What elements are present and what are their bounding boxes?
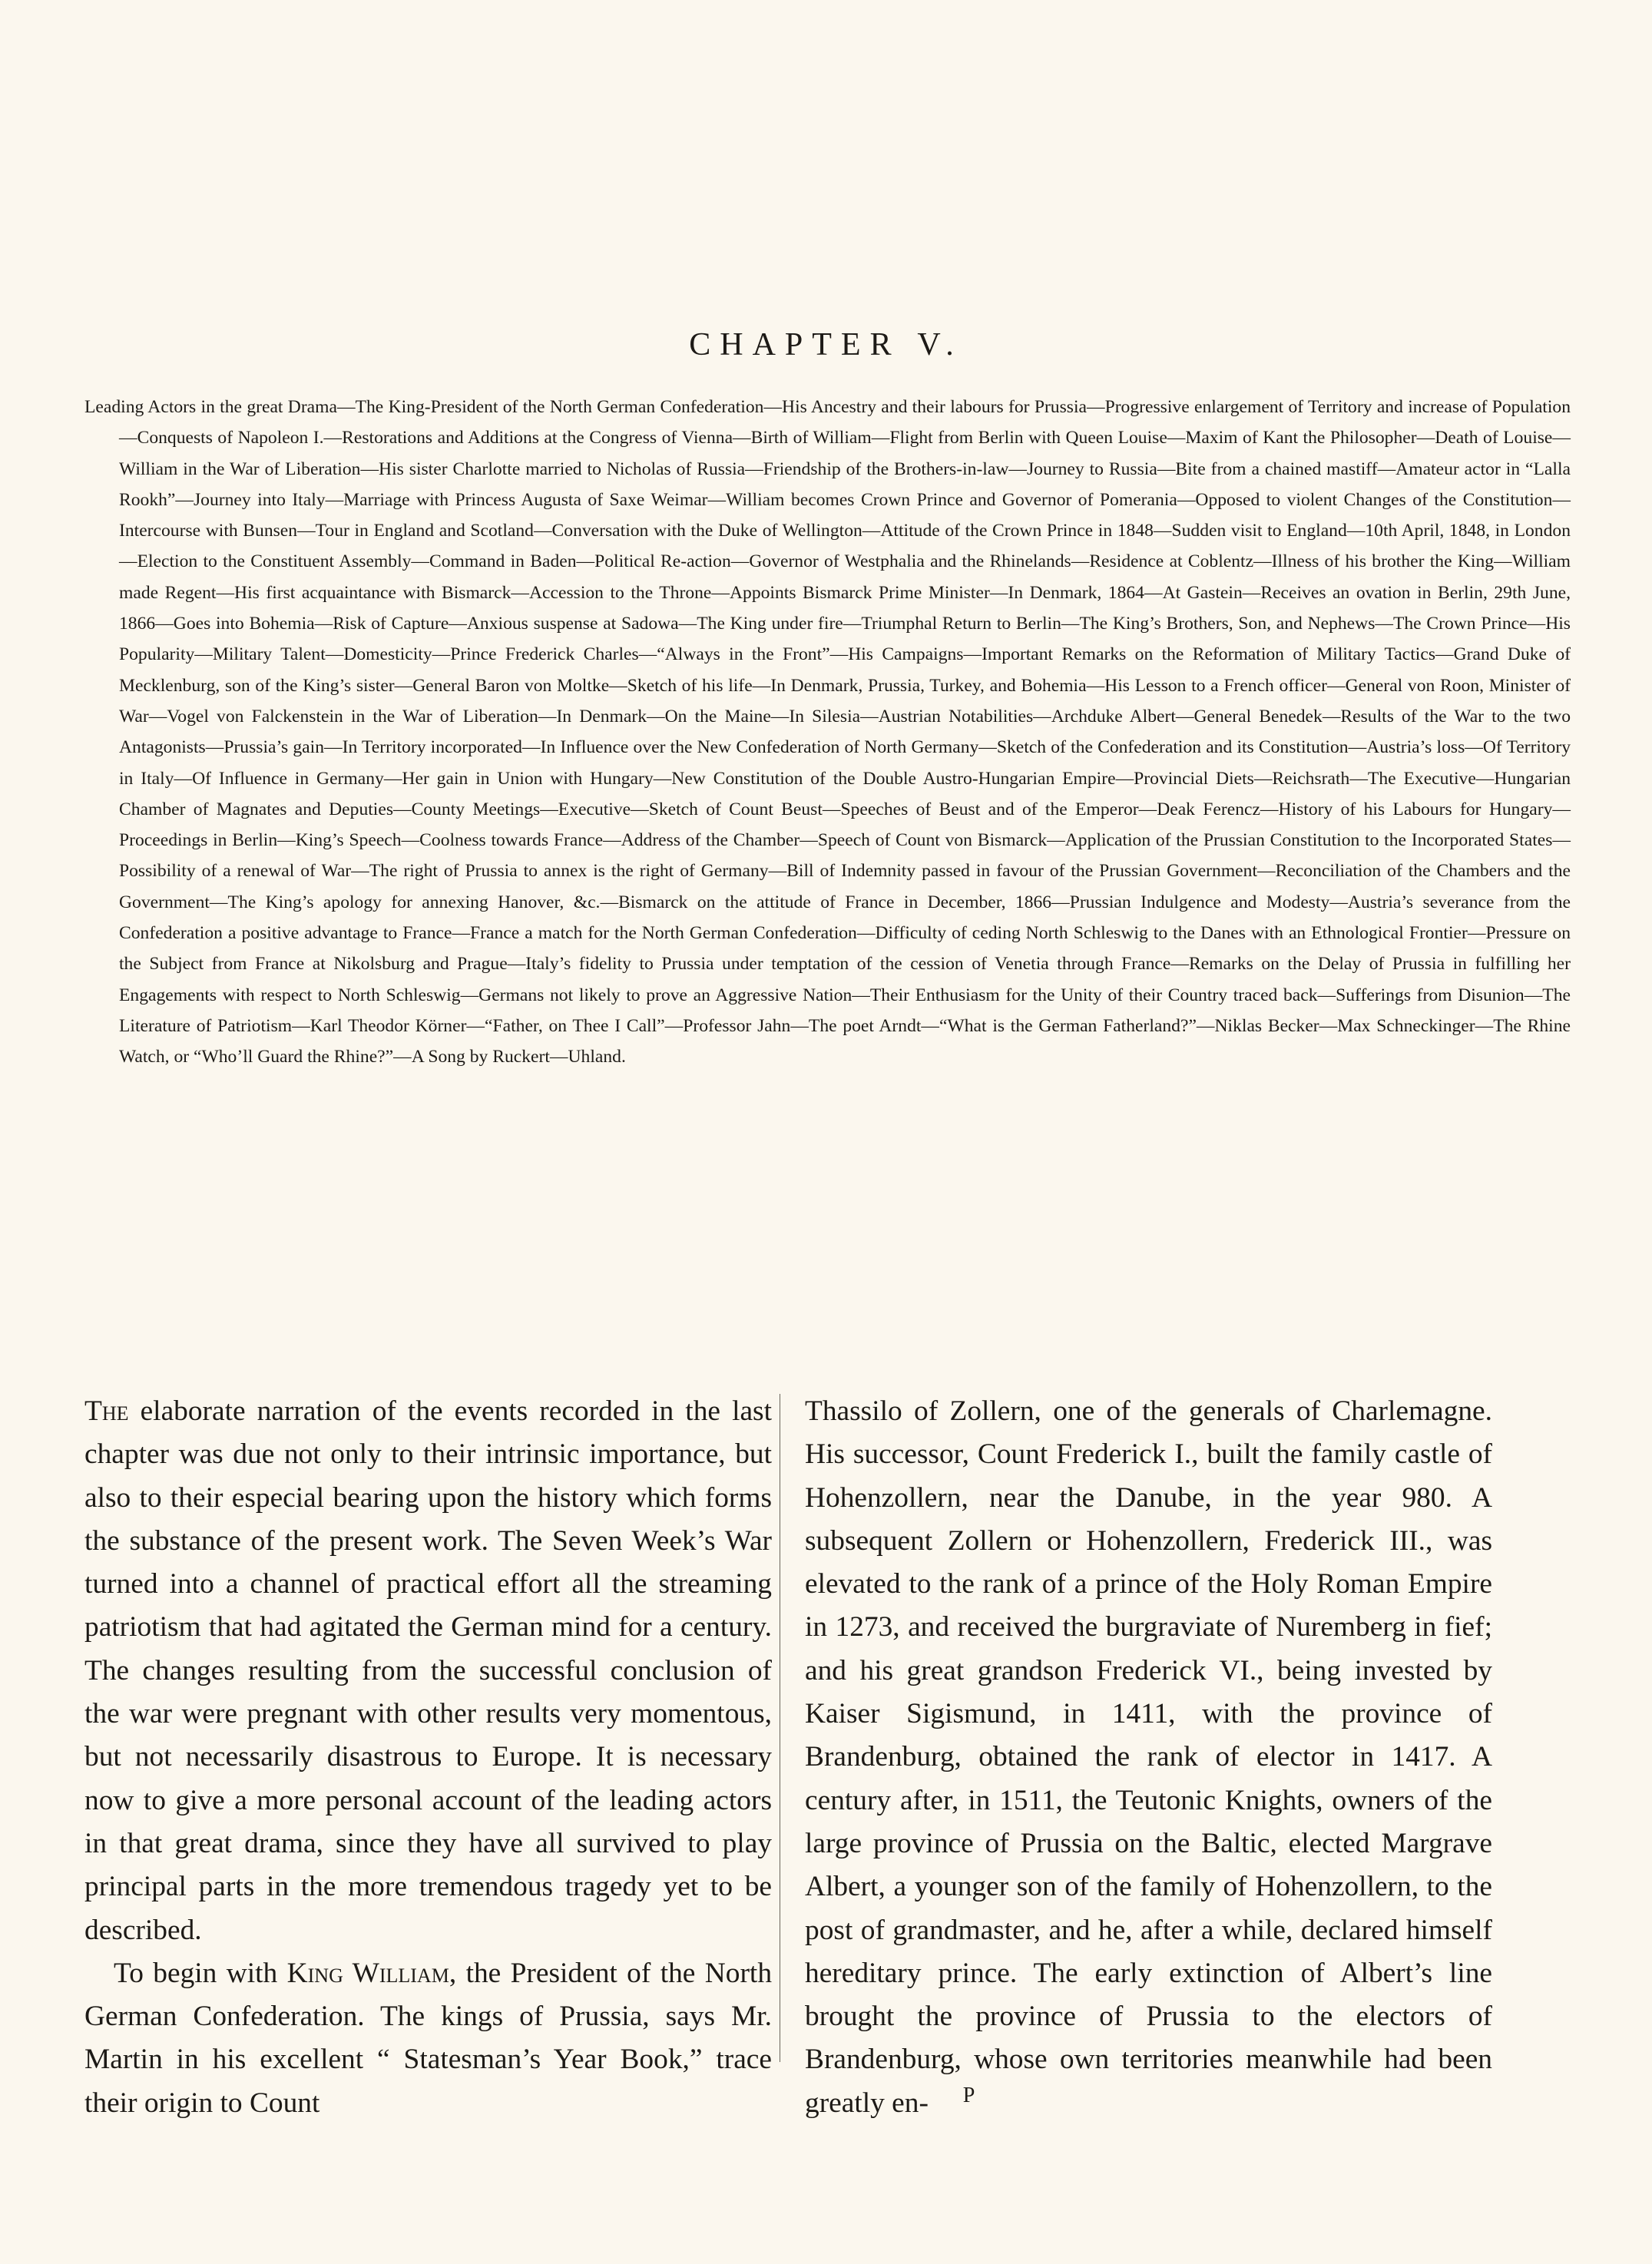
right-column [805, 1390, 1492, 2125]
chapter-title: CHAPTER V. [689, 327, 963, 362]
paragraph [84, 1390, 772, 1952]
paragraph-text: elaborate narration of the events recorded in the last chapter was due not only to their intrinsic importance, but also to their especial bearing upon the history which forms the substance of the present work. The Seven Week’s War turned into a channel of practical effort all the streaming patriotism that had agitated the German mind for a century. The changes resulting from the successful conclusion of the war were pregnant with other results very momentous, but not necessarily disastrous to Europe. It is necessary now to give a more personal account of the leading actors in that great drama, since they have all survived to play principal parts in the more tremendous tragedy yet to be described. [84, 1395, 772, 1946]
lead-in-words: The [84, 1395, 129, 1427]
chapter-summary: Leading Actors in the great Drama—The King-President of the North German Confederation—His Ancestry and their labours for Prussia—Progressive enlargement of Territory and increase of Population—Conquests of Napoleon I.—Restorations and Additions at the Congress of Vienna—Birth of William—Flight from Berlin with Queen Louise—Maxim of Kant the Philosopher—Death of Louise—William in the War of Liberation—His sister Charlotte married to Nicholas of Russia—Friendship of the Brothers-in-law—Journey to Russia—Bite from a chained mastiff—Amateur actor in “Lalla Rookh”—Journey into Italy—Marriage with Princess Augusta of Saxe Weimar—William becomes Crown Prince and Governor of Pomerania—Opposed to violent Changes of the Constitution—Intercourse with Bunsen—Tour in England and Scotland—Conversation with the Duke of Wellington—Attitude of the Crown Prince in 1848—Sudden visit to England—10th April, 1848, in London—Election to the Constituent Assembly—Command in Baden—Political Re-action—Governor of Westphalia and the Rhinelands—Residence at Coblentz—Illness of his brother the King—William made Regent—His first acquaintance with Bismarck—Accession to the Throne—Appoints Bismarck Prime Minister—In Denmark, 1864—At Gastein—Receives an ovation in Berlin, 29th June, 1866—Goes into Bohemia—Risk of Capture—Anxious suspense at Sadowa—The King under fire—Triumphal Return to Berlin—The King’s Brothers, Son, and Nephews—The Crown Prince—His Popularity—Military Talent—Domesticity—Prince Frederick Charles—“Always in the Front”—His Campaigns—Important Remarks on the Reformation of Military Tactics—Grand Duke of Mecklenburg, son of the King’s sister—General Baron von Moltke—Sketch of his life—In Denmark, Prussia, Turkey, and Bohemia—His Lesson to a French officer—General von Roon, Minister of War—Vogel von Falckenstein in the War of Liberation—In Denmark—On the Maine—In Silesia—Austrian Notabilities—Archduke Albert—General Benedek—Results of the War to the two Antagonists—Prussia’s gain—In Territory incorporated—In Influence over the New Confederation of North Germany—Sketch of the Confederation and its Constitution—Austria’s loss—Of Territory in Italy—Of Influence in Germany—Her gain in Union with Hungary—New Constitution of the Double Austro-Hungarian Empire—Provincial Diets—Reichsrath—The Executive—Hungarian Chamber of Magnates and Deputies—County Meetings—Executive—Sketch of Count Beust—Speeches of Beust and of the Emperor—Deak Ferencz—History of his Labours for Hungary—Proceedings in Berlin—King’s Speech—Coolness towards France—Address of the Chamber—Speech of Count von Bismarck—Application of the Prussian Constitution to the Incorporated States—Possibility of a renewal of War—The right of Prussia to annex is the right of Germany—Bill of Indemnity passed in favour of the Prussian Government—Reconciliation of the Chambers and the Government—The King’s apology for annexing Hanover, &c.—Bismarck on the attitude of France in December, 1866—Prussian Indulgence and Modesty—Austria’s severance from the Confederation a positive advantage to France—France a match for the North German Confederation—Difficulty of ceding North Schleswig to the Danes with an Ethnological Frontier—Pressure on the Subject from France at Nikolsburg and Prague—Italy’s fidelity to Prussia under temptation of the cession of Venetia through France—Remarks on the Delay of Prussia in fulfilling her Engagements with respect to North Schleswig—Germans not likely to prove an Aggressive Nation—Their Enthusiasm for the Unity of their Country traced back—Sufferings from Disunion—The Literature of Patriotism—Karl Theodor Körner—“Father, on Thee I Call”—Professor Jahn—The poet Arndt—“What is the German Fatherland?”—Niklas Becker—Max Schneckinger—The Rhine Watch, or “Who’ll Guard the Rhine?”—A Song by Ruckert—Uhland. [84, 397, 1571, 1067]
paragraph: Thassilo of Zollern, one of the generals of Charlemagne. His successor, Count Frederick I., built the family castle of Hohenzollern, near the Danube, in the year 980. A subsequent Zollern or Hohenzollern, Frederick III., was elevated to the rank of a prince of the Holy Roman Empire in 1273, and received the burgraviate of Nuremberg in fief; and his great grandson Frederick VI., being invested by Kaiser Sigismund, in 1411, with the province of Brandenburg, obtained the rank of elector in 1417. A century after, in 1511, the Teutonic Knights, owners of the large province of Prussia on the Baltic, elected Margrave Albert, a younger son of the family of Hohenzollern, to the post of grandmaster, and he, after a while, declared himself hereditary prince. The early extinction of Albert’s line brought the province of Prussia to the electors of Brandenburg, whose own territories meanwhile had been greatly en- [805, 1395, 1492, 2119]
left-column [84, 1390, 772, 2125]
paragraph-text: To begin with [114, 1957, 287, 1989]
king-william-name: King William [286, 1957, 449, 1989]
signature-mark: P [962, 2084, 975, 2107]
paragraph-text: , the President of the North German Confederation. The kings of Prussia, says Mr. Martin in his excellent “ Statesman’s Year Book,” trace their origin to Count [84, 1957, 773, 2119]
